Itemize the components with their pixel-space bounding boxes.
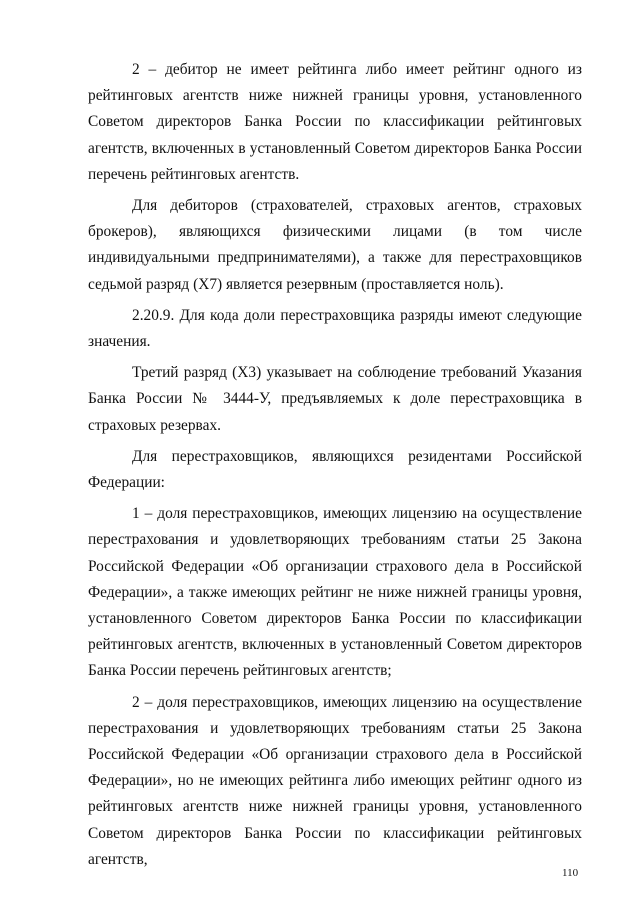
paragraph-debtor-no-rating: 2 – дебитор не имеет рейтинга либо имеет рейтинг одного из рейтинговых агентств ниже нижней границы уровня, установленного Советом директоров Банка России по классификации рейтинговых агентств, включенных в установленный Советом директоров Банка России перечень рейтинговых агентств. bbox=[88, 61, 582, 183]
paragraph-residents-heading: Для перестраховщиков, являющихся резидентами Российской Федерации: bbox=[88, 447, 582, 492]
document-body bbox=[88, 57, 582, 873]
paragraph-code-2: 2 – доля перестраховщиков, имеющих лицензию на осуществление перестрахования и удовлетворяющих требованиям статьи 25 Закона Российской Федерации «Об организации страхового дела в Российской Федерации», но не имеющих рейтинга либо имеющих рейтинг одного из рейтинговых агентств ниже нижней границы уровня, установленного Советом директоров Банка России по классификации рейтинговых агентств, bbox=[88, 693, 582, 868]
paragraph-code-1: 1 – доля перестраховщиков, имеющих лицензию на осуществление перестрахования и удовлетворяющих требованиям статьи 25 Закона Российской Федерации «Об организации страхового дела в Российской Федерации», а также имеющих рейтинг не ниже нижней границы уровня, установленного Советом директоров Банка России по классификации рейтинговых агентств, включенных в установленный Советом директоров Банка России перечень рейтинговых агентств; bbox=[88, 505, 582, 680]
page-number: 110 bbox=[562, 867, 579, 879]
paragraph-individuals-reserve-digit: Для дебиторов (страхователей, страховых агентов, страховых брокеров), являющихся физическими лицами (в том числе индивидуальными предпринимателями), а также для перестраховщиков седьмой разряд (Х7) является резервным (проставляется ноль). bbox=[88, 197, 582, 293]
paragraph-third-digit: Третий разряд (Х3) указывает на соблюдение требований Указания Банка России № 3444-У, предъявляемых к доле перестраховщика в страховых резервах. bbox=[88, 364, 582, 434]
paragraph-section-2-20-9: 2.20.9. Для кода доли перестраховщика разряды имеют следующие значения. bbox=[88, 306, 582, 351]
